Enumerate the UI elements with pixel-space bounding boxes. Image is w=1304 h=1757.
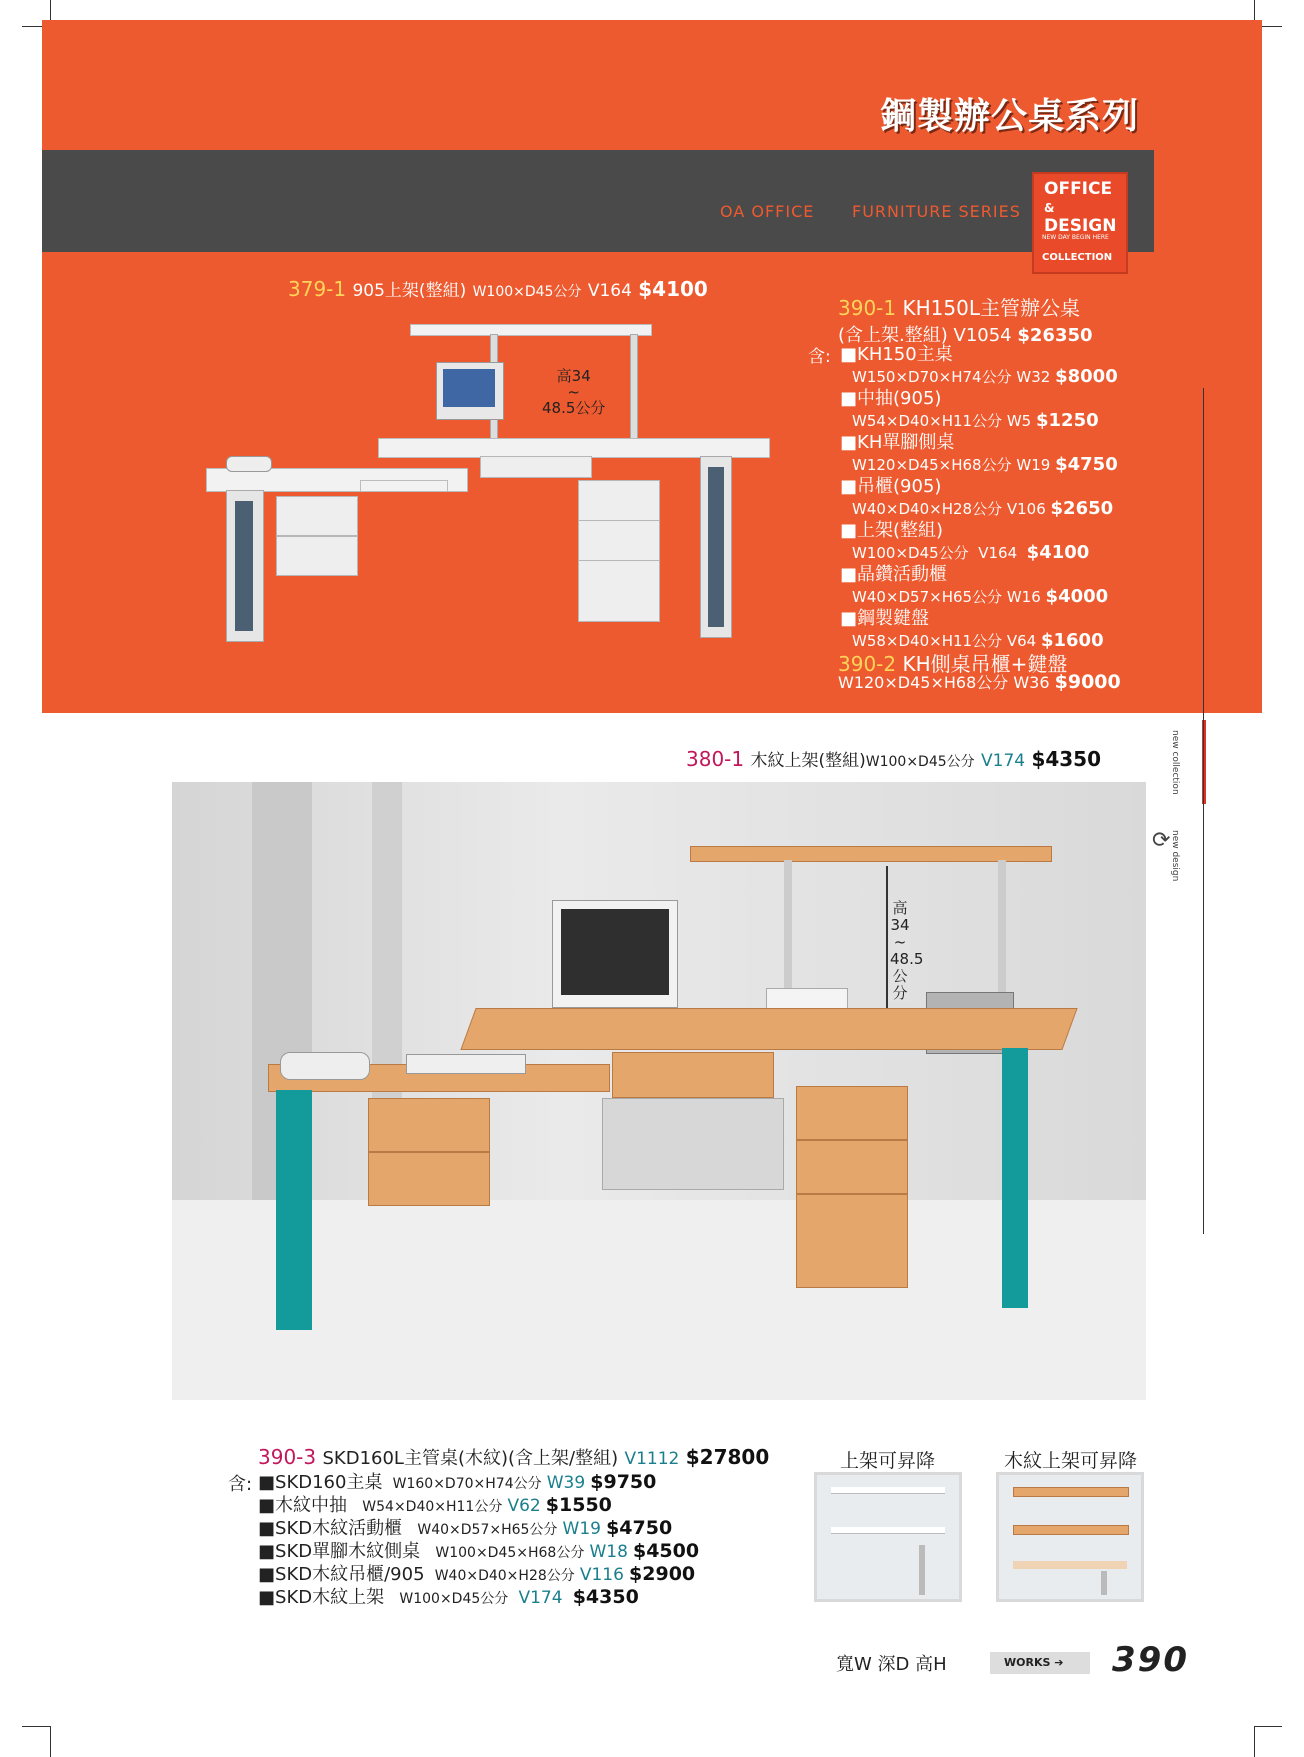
logo-collection: COLLECTION (1042, 252, 1113, 263)
bar-label-left: OA OFFICE (720, 202, 815, 221)
product-name: KH側桌吊櫃+鍵盤 (902, 652, 1068, 676)
item-vol: W19 (1016, 456, 1051, 474)
product-price: $4350 (1031, 747, 1102, 771)
item-price: $1550 (545, 1494, 612, 1516)
height-label-tilde: ~ (567, 383, 580, 401)
bar-label-right: FURNITURE SERIES (852, 202, 1021, 221)
item-vol: V106 (1006, 500, 1046, 518)
side-rule (1203, 388, 1204, 1234)
logo-office: OFFICE (1044, 179, 1113, 199)
product-name: 木紋上架(整組) (750, 751, 866, 771)
item-price: $4750 (606, 1517, 673, 1539)
product-name: KH150L主管辦公桌 (902, 296, 1080, 320)
item-dims: W40×D40×H28公分 (852, 500, 1003, 518)
item-dims: W54×D40×H11公分 (852, 412, 1003, 430)
item-dims: W160×D70×H74公分 (392, 1476, 542, 1492)
wood-desk-photo (172, 782, 1146, 1400)
item-name: SKD木紋上架 (275, 1587, 385, 1608)
item-price: $9750 (590, 1471, 657, 1493)
height-label-part: 34 (890, 916, 910, 934)
works-label: WORKS (1004, 1656, 1051, 1669)
item-name: SKD木紋吊櫃/905 (275, 1564, 425, 1585)
works-badge (990, 1652, 1090, 1674)
thumb-right-label: 木紋上架可昇降 (1004, 1450, 1138, 1472)
thumb-post (1101, 1571, 1107, 1595)
list-item: ■晶鑽活動櫃 W40×D57×H65公分 W16 $4000 (840, 564, 1109, 607)
product-dims: W100×D45公分 (865, 754, 975, 770)
list-item: ■SKD木紋活動櫃 W40×D57×H65公分 W19 $4750 (258, 1517, 673, 1539)
item-vol: V116 (579, 1565, 624, 1585)
shelf-post (630, 334, 638, 446)
logo-amp: & (1044, 201, 1055, 215)
logo-design: DESIGN (1044, 216, 1117, 236)
item-name: 木紋中抽 (275, 1495, 348, 1516)
item-dims: W100×D45公分 (399, 1591, 509, 1607)
includes-label: 含: (808, 347, 831, 367)
item-dims: W58×D40×H11公分 (852, 632, 1003, 650)
arrow-right-icon: ➔ (1054, 1656, 1064, 1669)
component-list-390-3 (258, 1468, 699, 1606)
item-vol: V62 (507, 1496, 541, 1516)
item-price: $2900 (629, 1563, 696, 1585)
height-label-vertical (890, 899, 924, 1002)
center-drawer (612, 1052, 774, 1098)
product-price: $4100 (638, 277, 708, 301)
list-item: ■吊櫃(905) W40×D40×H28公分 V106 $2650 (840, 476, 1114, 519)
height-label-line2: 48.5公分 (542, 399, 606, 417)
side-tab-top: new collection (1170, 730, 1180, 795)
center-drawer (480, 456, 592, 478)
item-dims: W54×D40×H11公分 (362, 1499, 503, 1515)
product-code: 379-1 (288, 277, 347, 301)
crop-mark (22, 1726, 50, 1727)
thumb-steel-shelf (814, 1472, 962, 1602)
telephone (226, 456, 272, 472)
item-name: SKD單腳木紋側桌 (275, 1541, 421, 1562)
right-leg (700, 456, 732, 638)
keyboard (406, 1054, 526, 1074)
crop-mark (1254, 1726, 1282, 1727)
product-vol: V1112 (624, 1449, 680, 1469)
crop-mark (50, 1726, 51, 1757)
list-item: ■KH單腳側桌 W120×D45×H68公分 W19 $4750 (840, 432, 1118, 475)
item-vol: W19 (562, 1519, 601, 1539)
item-price: $4750 (1055, 454, 1118, 475)
modesty-panel (602, 1098, 784, 1190)
monitor-screen (561, 909, 669, 995)
height-label-part: 高 (892, 899, 908, 917)
thumb-shelf (1013, 1561, 1127, 1569)
product-dims: W120×D45×H68公分 (838, 673, 1009, 692)
product-price: $27800 (685, 1445, 770, 1469)
pedestal-drawer (796, 1086, 908, 1140)
height-label-part: 公 (892, 967, 908, 985)
list-item: ■SKD160主桌 W160×D70×H74公分 W39 $9750 (258, 1471, 657, 1493)
list-item: ■上架(整組) W100×D45公分 V164 $4100 (840, 520, 1090, 563)
side-tab-bottom: new design (1170, 830, 1180, 882)
thumb-shelf (1013, 1525, 1129, 1535)
item-name: KH150主桌 (857, 344, 953, 365)
thumb-shelf (831, 1487, 945, 1494)
item-price: $1250 (1036, 410, 1099, 431)
product-vol: V1054 (953, 325, 1012, 346)
height-label-line1: 高34 (556, 367, 591, 385)
pedestal-drawer (796, 1140, 908, 1194)
side-drawer (368, 1152, 490, 1206)
product-code: 390-1 (838, 296, 897, 320)
height-arrow (886, 866, 888, 1016)
list-item: ■中抽(905) W54×D40×H11公分 W5 $1250 (840, 388, 1099, 431)
includes-label: 含: (228, 1474, 253, 1495)
item-dims: W40×D57×H65公分 (852, 588, 1003, 606)
spec-390-2 (838, 670, 1121, 693)
keyboard-tray (360, 480, 448, 492)
product-name: 905上架(整組) (352, 281, 467, 301)
item-price: $4000 (1045, 586, 1109, 607)
desk-shelf (410, 324, 652, 336)
desk-top (378, 438, 770, 458)
item-dims: W150×D70×H74公分 (852, 368, 1012, 386)
pedestal-drawer (578, 480, 660, 522)
item-dims: W40×D40×H28公分 (434, 1568, 575, 1584)
item-vol: W5 (1006, 412, 1032, 430)
thumb-wood-shelf (996, 1472, 1144, 1602)
pedestal-drawer (796, 1194, 908, 1288)
item-name: 吊櫃(905) (857, 476, 942, 497)
height-label-part: 48.5 (890, 950, 924, 968)
item-dims: W100×D45×H68公分 (435, 1545, 585, 1561)
item-name: 鋼製鍵盤 (857, 608, 930, 629)
item-price: $4500 (632, 1540, 700, 1562)
steel-desk-illustration (200, 320, 780, 660)
item-name: 中抽(905) (857, 388, 942, 409)
product-vol: V164 (587, 281, 632, 301)
component-list-390-1 (840, 340, 1118, 651)
side-leg (276, 1090, 312, 1330)
series-bar (42, 150, 1154, 252)
item-vol: V164 (978, 544, 1018, 562)
product-sub: (含上架.整組) (838, 325, 948, 346)
height-label (542, 368, 605, 416)
thumb-post (919, 1545, 925, 1595)
item-price: $2650 (1050, 498, 1114, 519)
item-price: $4100 (1026, 542, 1090, 563)
item-dims: W40×D57×H65公分 (417, 1522, 558, 1538)
item-price: $1600 (1040, 630, 1104, 651)
list-item: ■SKD木紋吊櫃/905 W40×D40×H28公分 V116 $2900 (258, 1563, 696, 1585)
height-label-part: 分 (892, 984, 908, 1002)
thumb-shelf (1013, 1487, 1129, 1497)
page-number: 390 (1112, 1640, 1189, 1680)
logo-sub: NEW DAY BEGIN HERE (1042, 234, 1109, 241)
crop-mark (1254, 1726, 1255, 1757)
thumb-shelf (831, 1527, 945, 1534)
product-vol: W36 (1013, 673, 1050, 692)
item-name: KH單腳側桌 (857, 432, 955, 453)
item-price: $4350 (572, 1586, 639, 1608)
monitor-screen (443, 369, 495, 407)
side-drawer (276, 536, 358, 576)
item-vol: W18 (589, 1542, 628, 1562)
product-vol: V174 (981, 751, 1026, 771)
item-vol: V64 (1006, 632, 1037, 650)
item-name: 晶鑽活動櫃 (857, 564, 948, 585)
item-name: SKD木紋活動櫃 (275, 1518, 403, 1539)
caption-380-1 (686, 746, 1101, 771)
spec-390-1 (838, 292, 1218, 347)
side-drawer (368, 1098, 490, 1152)
item-name: 上架(整組) (857, 520, 944, 541)
product-price: $9000 (1054, 671, 1121, 693)
list-item: ■SKD單腳木紋側桌 W100×D45×H68公分 W18 $4500 (258, 1540, 700, 1562)
product-code: 390-3 (258, 1445, 317, 1469)
pedestal-drawer (578, 520, 660, 562)
item-name: SKD160主桌 (275, 1472, 383, 1493)
list-item: ■木紋中抽 W54×D40×H11公分 V62 $1550 (258, 1494, 612, 1516)
product-price: $26350 (1017, 325, 1093, 346)
pedestal-drawer (578, 560, 660, 622)
side-drawer (276, 496, 358, 536)
list-item: ■KH150主桌 W150×D70×H74公分 W32 $8000 (840, 344, 1118, 387)
caption-390-3 (258, 1444, 769, 1470)
item-dims: W100×D45公分 (852, 544, 969, 562)
item-price: $8000 (1055, 366, 1118, 387)
side-leg (226, 490, 264, 642)
product-dims: W100×D45公分 (472, 284, 582, 300)
right-leg (1002, 1048, 1028, 1308)
list-item: ■鋼製鍵盤 W58×D40×H11公分 V64 $1600 (840, 608, 1104, 651)
product-name: SKD160L主管桌(木紋)(含上架/整組) (322, 1448, 619, 1469)
page-title: 鋼製辦公桌系列 (880, 96, 1140, 137)
caption-379-1 (288, 276, 708, 301)
item-vol: W16 (1006, 588, 1041, 606)
item-vol: V174 (518, 1588, 563, 1608)
monitor (552, 900, 678, 1008)
height-label-part: ~ (893, 933, 907, 951)
telephone (280, 1052, 370, 1080)
dimension-legend: 寬W 深D 高H (836, 1654, 947, 1675)
desk-top (460, 1008, 1077, 1050)
brand-logo (1032, 172, 1128, 274)
refresh-icon: ⟳ (1152, 828, 1171, 853)
item-dims: W120×D45×H68公分 (852, 456, 1012, 474)
monitor (436, 362, 504, 420)
floor (172, 1200, 1146, 1400)
list-item: ■SKD木紋上架 W100×D45公分 V174 $4350 (258, 1586, 639, 1608)
product-code: 390-2 (838, 652, 897, 676)
product-code: 380-1 (686, 747, 745, 771)
item-vol: W39 (546, 1473, 586, 1493)
thumb-left-label: 上架可昇降 (840, 1450, 936, 1472)
item-vol: W32 (1016, 368, 1051, 386)
